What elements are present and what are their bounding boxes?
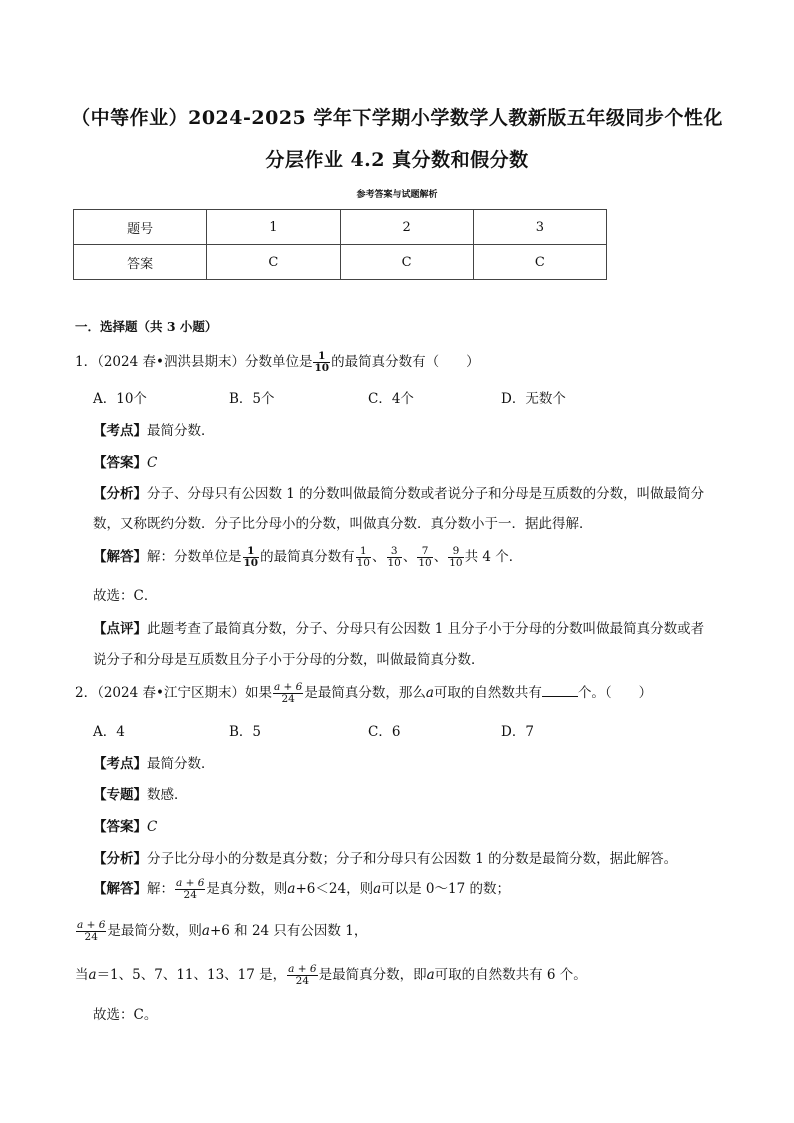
q1-stem-text-b: 的最简真分数有（ ） — [331, 354, 480, 371]
q1-kaodian-text: 最简分数． — [147, 423, 215, 439]
fraction-numerator: a + 6 — [77, 919, 106, 931]
fraction-denominator: 24 — [183, 889, 197, 902]
q2-fenxi — [93, 853, 677, 867]
q1-jieda-tag: 【解答】 — [93, 549, 147, 566]
answer-table — [73, 209, 607, 280]
q2-kaodian — [93, 758, 215, 772]
q2-jieda-line3 — [75, 964, 587, 987]
q1-jieda-text-a: 解：分数单位是 — [147, 549, 242, 566]
fraction-numerator: a + 6 — [176, 877, 205, 889]
fraction-numerator: 3 — [387, 546, 402, 558]
q2-var: a — [425, 685, 434, 702]
q2-line3-text-a: 当 — [75, 967, 89, 984]
q1-fenxi-line1 — [93, 488, 704, 502]
q2-line2-text-b: +6 和 24 只有公因数 1， — [209, 923, 368, 940]
q1-jieda-text-b: 的最简真分数有 — [260, 549, 355, 566]
q2-option-c: C．6 — [368, 724, 401, 740]
table-cell: C — [473, 245, 606, 280]
q2-jieda-text-c: +6＜24，则 — [295, 881, 374, 898]
q2-daan-text: C — [147, 819, 158, 835]
answer-table-header-row — [74, 210, 607, 245]
q1-stem — [75, 351, 480, 374]
fraction-numerator: 7 — [417, 546, 432, 558]
table-cell: C — [207, 245, 340, 280]
q2-stem-text-d: 个。（ ） — [577, 685, 653, 702]
q1-dianping-tag: 【点评】 — [93, 621, 147, 637]
q1-jieda-fraction-1 — [356, 546, 371, 569]
answer-blank — [542, 684, 578, 697]
q1-option-a: A．10个 — [93, 391, 147, 407]
q2-jieda-text-d: 可以是 0～17 的数； — [381, 881, 510, 898]
q1-kaodian — [93, 425, 215, 439]
q2-option-a: A．4 — [93, 724, 125, 740]
fraction-denominator: 10 — [243, 557, 259, 570]
q1-jieda-fraction-3 — [387, 546, 402, 569]
fraction-denominator: 10 — [449, 557, 463, 570]
q1-stem-fraction — [313, 351, 330, 374]
q2-fenxi-tag: 【分析】 — [93, 851, 147, 867]
separator: 、 — [433, 549, 448, 566]
fraction-denominator: 24 — [281, 693, 295, 706]
answer-table-answer-row — [74, 245, 607, 280]
table-cell: 3 — [473, 210, 606, 245]
q1-daan-text: C — [147, 455, 158, 471]
q2-option-b: B．5 — [229, 724, 262, 740]
q1-stem-text-a: 1．（2024 春•泗洪县期末）分数单位是 — [75, 354, 313, 371]
q2-jieda-fraction — [175, 878, 205, 901]
section-heading: 一．选择题（共 3 小题） — [75, 319, 218, 334]
document-subtitle: 参考答案与试题解析 — [356, 190, 438, 200]
q2-jieda-line1 — [93, 878, 510, 901]
fraction-numerator: 9 — [448, 546, 463, 558]
q2-var: a — [201, 923, 210, 940]
q1-option-d: D．无数个 — [501, 391, 566, 407]
q1-fenxi-text1: 分子、分母只有公因数 1 的分数叫做最简分数或者说分子和分母是互质数的分数，叫做最简分 — [147, 486, 705, 502]
q2-daan — [93, 821, 157, 835]
q1-dianping-line1 — [93, 623, 704, 637]
q1-daan-tag: 【答案】 — [93, 455, 147, 471]
q1-daan — [93, 457, 157, 471]
q2-jieda-text-a: 解： — [147, 881, 174, 898]
fraction-denominator: 10 — [418, 557, 432, 570]
fraction-numerator: 1 — [243, 546, 260, 558]
q1-dianping-line2: 说分子和分母是互质数且分子小于分母的分数，叫做最简真分数． — [93, 652, 485, 668]
q2-kaodian-text: 最简分数． — [147, 756, 215, 772]
q2-kaodian-tag: 【考点】 — [93, 756, 147, 772]
q1-option-b: B．5个 — [229, 391, 275, 407]
q1-jieda-fraction-9 — [448, 546, 463, 569]
q2-jieda-tag: 【解答】 — [93, 881, 147, 898]
q2-line3-text-d: 可取的自然数共有 6 个。 — [434, 967, 587, 984]
fraction-numerator: 1 — [313, 351, 330, 363]
q1-guxuan: 故选：C． — [93, 588, 158, 604]
q1-dianping-text1: 此题考查了最简真分数，分子、分母只有公因数 1 且分子小于分母的分数叫做最简真分数或者 — [147, 621, 705, 637]
q1-fenxi-tag: 【分析】 — [93, 486, 147, 502]
q2-line2-text-a: 是最简分数，则 — [107, 923, 202, 940]
table-cell: C — [340, 245, 473, 280]
q2-stem-text-b: 是最简真分数，那么 — [304, 685, 426, 702]
separator: 、 — [402, 549, 417, 566]
q1-fenxi-line2: 数，又称既约分数．分子比分母小的分数，叫做真分数．真分数小于一．据此得解． — [93, 516, 593, 532]
q2-zhuanti — [93, 789, 188, 803]
q2-var: a — [88, 967, 97, 984]
q1-kaodian-tag: 【考点】 — [93, 423, 147, 439]
table-cell: 答案 — [74, 245, 207, 280]
q2-line3-text-b: ＝1、5、7、11、13、17 是， — [96, 967, 287, 984]
q2-stem-text-a: 2．（2024 春•江宁区期末）如果 — [75, 685, 272, 702]
q1-jieda-text-c: 共 4 个． — [464, 549, 523, 566]
q2-var: a — [287, 881, 296, 898]
q2-guxuan: 故选：C。 — [93, 1007, 158, 1023]
fraction-denominator: 10 — [387, 557, 401, 570]
q2-var: a — [426, 967, 435, 984]
document-title-line1: （中等作业）2024-2025 学年下学期小学数学人教新版五年级同步个性化 — [71, 107, 723, 129]
fraction-numerator: 1 — [356, 546, 371, 558]
q2-jieda-text-b: 是真分数，则 — [206, 881, 288, 898]
q2-zhuanti-tag: 【专题】 — [93, 787, 147, 803]
fraction-denominator: 24 — [295, 975, 310, 988]
q1-jieda-fraction — [243, 546, 260, 569]
table-cell: 2 — [340, 210, 473, 245]
q2-line2-fraction — [76, 920, 106, 943]
q2-fenxi-text: 分子比分母小的分数是真分数；分子和分母只有公因数 1 的分数是最简分数，据此解答。 — [147, 851, 678, 867]
fraction-denominator: 10 — [314, 362, 330, 375]
fraction-numerator: a + 6 — [288, 963, 317, 975]
q2-stem-text-c: 可取的自然数共有 — [433, 685, 542, 702]
fraction-denominator: 24 — [84, 931, 98, 944]
q2-option-d: D．7 — [501, 724, 534, 740]
fraction-denominator: 10 — [356, 557, 370, 570]
table-cell: 1 — [207, 210, 340, 245]
q2-var: a — [373, 881, 382, 898]
q2-stem-fraction — [273, 682, 303, 705]
q2-daan-tag: 【答案】 — [93, 819, 147, 835]
q1-option-c: C．4个 — [368, 391, 414, 407]
q2-stem — [75, 682, 652, 705]
q2-line3-fraction — [287, 964, 317, 987]
table-cell: 题号 — [74, 210, 207, 245]
fraction-numerator: a + 6 — [273, 681, 303, 693]
separator: 、 — [372, 549, 386, 566]
q1-jieda — [93, 546, 522, 569]
q2-line3-text-c: 是最简真分数，即 — [318, 967, 427, 984]
q1-jieda-fraction-7 — [417, 546, 432, 569]
document-title-line2: 分层作业 4.2 真分数和假分数 — [265, 149, 529, 171]
q2-zhuanti-text: 数感． — [147, 787, 188, 803]
q2-jieda-line2 — [75, 920, 367, 943]
